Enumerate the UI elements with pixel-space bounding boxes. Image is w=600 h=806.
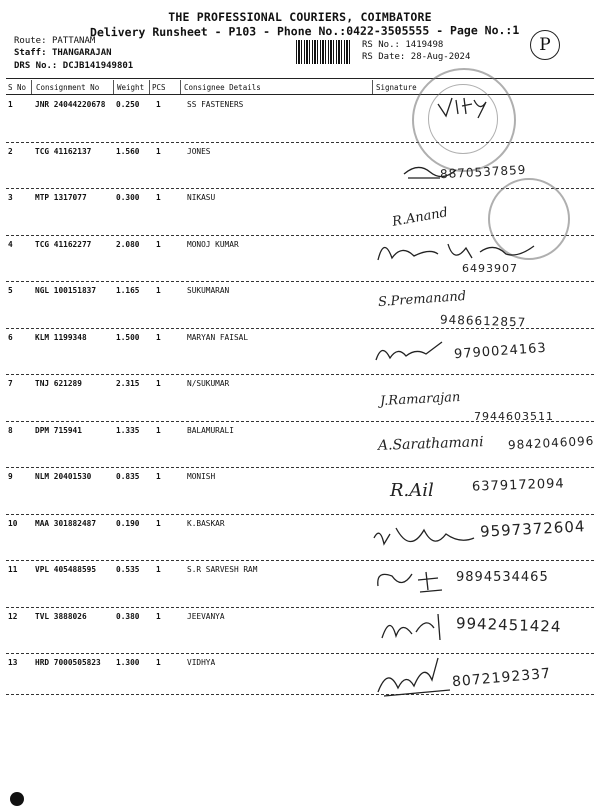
rs-no-line <box>362 40 443 50</box>
route-line <box>14 36 95 46</box>
row-pcs: 1 <box>156 612 161 621</box>
row-consignee: N/SUKUMAR <box>187 379 230 388</box>
row-weight: 1.165 <box>116 286 140 295</box>
row-pcs: 1 <box>156 147 161 156</box>
signature-name: J.Ramarajan <box>379 389 461 410</box>
col-consignment: Consignment No <box>36 83 100 92</box>
row-pcs: 1 <box>156 472 161 481</box>
row-weight: 0.835 <box>116 472 140 481</box>
row-consignment: TCG 41162277 <box>35 240 92 249</box>
row-consignee: S.R SARVESH RAM <box>187 565 258 574</box>
barcode <box>296 40 352 64</box>
row-sno: 2 <box>8 147 13 156</box>
col-pcs: PCS <box>152 83 166 92</box>
rs-no-value: 1419498 <box>405 40 444 50</box>
rs-date-value: 28-Aug-2024 <box>410 52 471 62</box>
signature-phone: 9790024163 <box>453 340 548 363</box>
row-consignment: TVL 3888026 <box>35 612 87 621</box>
staff-label: Staff: <box>14 48 47 58</box>
row-consignee: K.BASKAR <box>187 519 225 528</box>
signature-phone: 9894534465 <box>456 570 549 585</box>
signature-phone: 6379172094 <box>471 476 565 495</box>
row-sno: 5 <box>8 286 13 295</box>
signature-scribble <box>436 92 496 122</box>
row-pcs: 1 <box>156 100 161 109</box>
row-pcs: 1 <box>156 193 161 202</box>
row-weight: 2.315 <box>116 379 140 388</box>
row-sno: 12 <box>8 612 18 621</box>
row-consignment: TCG 41162137 <box>35 147 92 156</box>
col-divider <box>113 80 114 94</box>
row-pcs: 1 <box>156 565 161 574</box>
row-consignee: JEEVANYA <box>187 612 225 621</box>
signature-phone: 7944603511 <box>474 410 554 423</box>
signature-scribble <box>372 652 462 702</box>
rs-no-label: RS No.: <box>362 40 400 50</box>
signature-phone: 9597372604 <box>479 517 586 541</box>
route-label: Route: <box>14 36 47 46</box>
row-sno: 8 <box>8 426 13 435</box>
rs-date-line <box>362 52 470 62</box>
row-weight: 1.560 <box>116 147 140 156</box>
row-pcs: 1 <box>156 333 161 342</box>
signature-phone: 9942451424 <box>455 614 562 636</box>
row-consignee: JONES <box>187 147 211 156</box>
row-weight: 2.080 <box>116 240 140 249</box>
signature-name: S.Premanand <box>377 288 467 311</box>
company-title: THE PROFESSIONAL COURIERS, COIMBATORE <box>168 10 432 24</box>
signature-phone: 6493907 <box>462 262 518 275</box>
col-signature: Signature <box>376 83 417 92</box>
row-consignment: MTP 1317077 <box>35 193 87 202</box>
row-sno: 7 <box>8 379 13 388</box>
signature-name: R.Anand <box>391 205 450 230</box>
row-consignee: VIDHYA <box>187 658 216 667</box>
row-consignment: JNR 24044220678 <box>35 100 106 109</box>
signature-scribble <box>374 234 544 268</box>
signature-scribble <box>376 610 456 646</box>
signature-phone: 9842046096 <box>507 433 595 453</box>
drs-line <box>14 61 133 71</box>
row-consignment: NGL 100151837 <box>35 286 97 295</box>
row-divider <box>6 560 594 561</box>
row-weight: 0.380 <box>116 612 140 621</box>
col-consignee: Consignee Details <box>184 83 261 92</box>
row-pcs: 1 <box>156 426 161 435</box>
row-sno: 10 <box>8 519 18 528</box>
header-top-rule <box>6 78 594 79</box>
col-divider <box>149 80 150 94</box>
row-sno: 4 <box>8 240 13 249</box>
row-consignee: MONISH <box>187 472 216 481</box>
row-consignment: MAA 301882487 <box>35 519 97 528</box>
row-consignee: MONOJ KUMAR <box>187 240 239 249</box>
row-weight: 1.335 <box>116 426 140 435</box>
row-sno: 9 <box>8 472 13 481</box>
row-sno: 3 <box>8 193 13 202</box>
rs-date-label: RS Date: <box>362 52 406 62</box>
row-consignee: BALAMURALI <box>187 426 234 435</box>
drs-label: DRS No.: <box>14 61 58 71</box>
col-divider <box>372 80 373 94</box>
signature-phone: 9486612857 <box>439 312 527 330</box>
col-sno: S No <box>8 83 27 92</box>
row-divider <box>6 694 594 695</box>
row-weight: 0.190 <box>116 519 140 528</box>
signature-scribble <box>372 566 452 596</box>
signature-name: A.Sarathamani <box>377 434 484 454</box>
route-value: PATTANAM <box>51 36 96 46</box>
row-consignment: VPL 405488595 <box>35 565 97 574</box>
row-pcs: 1 <box>156 379 161 388</box>
col-divider <box>180 80 181 94</box>
row-consignment: HRD 7000505823 <box>35 658 101 667</box>
row-weight: 0.535 <box>116 565 140 574</box>
row-consignment: TNJ 621289 <box>35 379 82 388</box>
row-consignee: NIKASU <box>187 193 216 202</box>
row-pcs: 1 <box>156 240 161 249</box>
staff-line <box>14 48 112 58</box>
row-weight: 1.300 <box>116 658 140 667</box>
signature-phone: 8870537859 <box>439 162 527 182</box>
row-consignment: DPM 715941 <box>35 426 82 435</box>
row-sno: 11 <box>8 565 18 574</box>
row-divider <box>6 514 594 515</box>
row-consignee: SS FASTENERS <box>187 100 244 109</box>
row-sno: 13 <box>8 658 18 667</box>
signature-scribble <box>372 338 452 366</box>
row-divider <box>6 281 594 282</box>
page-corner-mark <box>10 792 24 806</box>
row-pcs: 1 <box>156 286 161 295</box>
row-divider <box>6 653 594 654</box>
row-divider <box>6 607 594 608</box>
signature-name: R.Ail <box>390 480 434 501</box>
row-consignee: MARYAN FAISAL <box>187 333 249 342</box>
row-sno: 6 <box>8 333 13 342</box>
runsheet-subtitle: Delivery Runsheet - P103 - Phone No.:0422-3505555 - Page No.:1 <box>89 23 520 40</box>
row-divider <box>6 467 594 468</box>
row-consignee: SUKUMARAN <box>187 286 230 295</box>
page-mark-circle: P <box>530 30 560 60</box>
row-divider <box>6 374 594 375</box>
row-weight: 0.250 <box>116 100 140 109</box>
row-sno: 1 <box>8 100 13 109</box>
signature-phone: 8072192337 <box>451 665 552 691</box>
row-weight: 1.500 <box>116 333 140 342</box>
row-consignment: KLM 1199348 <box>35 333 87 342</box>
row-pcs: 1 <box>156 658 161 667</box>
row-pcs: 1 <box>156 519 161 528</box>
col-weight: Weight <box>117 83 145 92</box>
col-divider <box>31 80 32 94</box>
row-consignment: NLM 20401530 <box>35 472 92 481</box>
row-weight: 0.300 <box>116 193 140 202</box>
signature-scribble <box>370 520 480 556</box>
drs-value: DCJB141949801 <box>62 61 134 71</box>
staff-value: THANGARAJAN <box>51 48 112 58</box>
